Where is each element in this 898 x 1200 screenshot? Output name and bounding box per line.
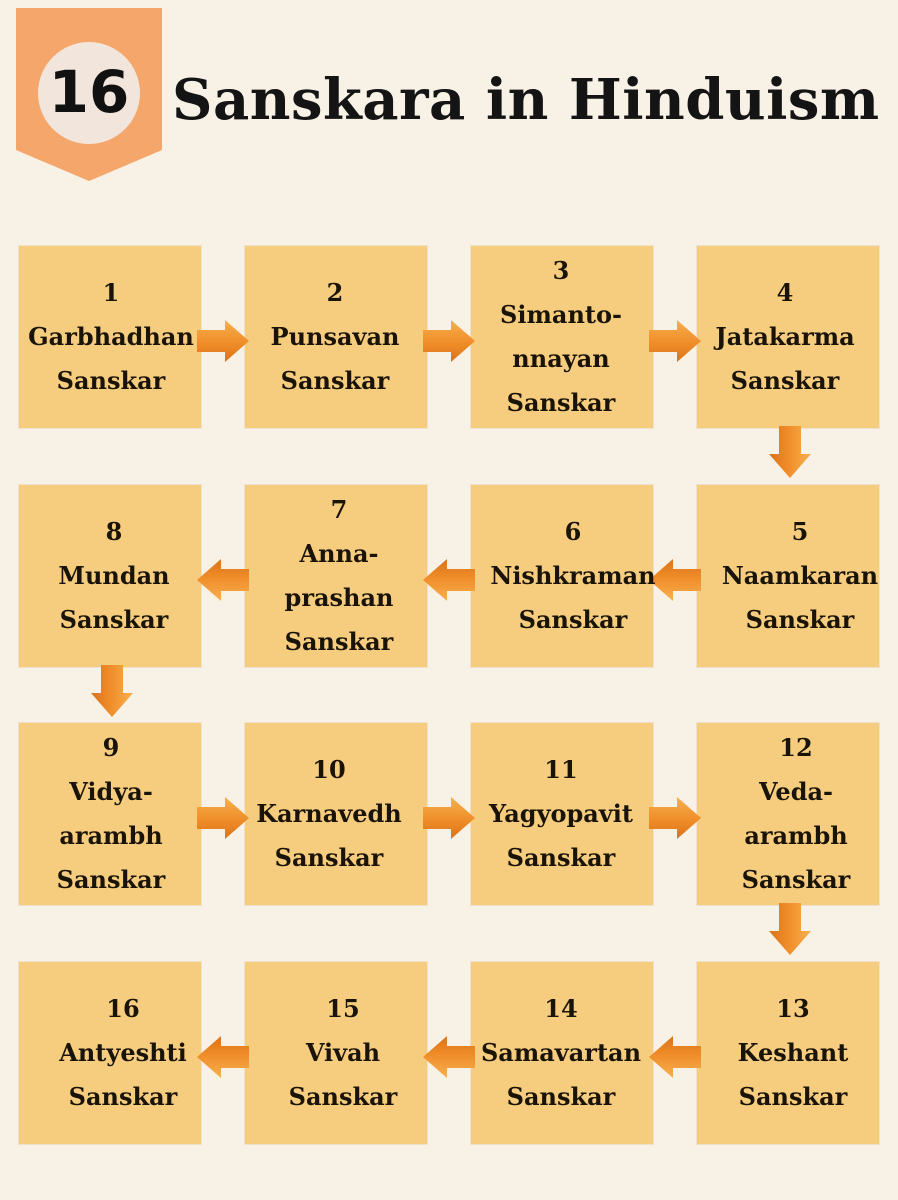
step-name-line: Naamkaran	[721, 561, 879, 590]
step-number: 14	[544, 994, 578, 1023]
page-title: Sanskara in Hinduism	[172, 67, 880, 133]
step-number: 5	[791, 517, 809, 546]
step-number: 13	[776, 994, 810, 1023]
step-name-line: Sanskar	[730, 366, 840, 395]
step-name-line: Sanskar	[745, 605, 855, 634]
step-number: 3	[552, 256, 570, 285]
step-name-line: Punsavan	[270, 322, 400, 351]
step-name-line: Sanskar	[506, 1082, 616, 1111]
step-name-line: Sanskar	[741, 865, 851, 894]
step-number: 2	[326, 278, 344, 307]
step-number: 11	[544, 755, 578, 784]
arrow-icon-4-to-5	[769, 426, 811, 478]
step-label-16	[13, 962, 233, 1144]
step-name-line: Vidya-	[69, 777, 153, 806]
step-number: 6	[564, 517, 582, 546]
step-number: 10	[312, 755, 346, 784]
step-name-line: Sanskar	[506, 843, 616, 872]
step-name-line: Keshant	[737, 1038, 849, 1067]
step-name-line: Sanskar	[284, 627, 394, 656]
step-number: 15	[326, 994, 360, 1023]
step-name-line: Yagyopavit	[488, 799, 634, 828]
step-name-line: Sanskar	[56, 366, 166, 395]
banner-number: 16	[48, 58, 130, 126]
step-number: 16	[106, 994, 140, 1023]
step-name-line: Veda-	[759, 777, 833, 806]
step-label-15	[233, 962, 453, 1144]
step-name-line: Jatakarma	[715, 322, 855, 351]
step-number: 12	[779, 733, 813, 762]
step-label-14	[451, 962, 671, 1144]
step-name-line: Sanskar	[288, 1082, 398, 1111]
step-label-2	[225, 246, 445, 428]
step-label-3	[451, 246, 671, 428]
step-name-line: Nishkraman	[490, 561, 656, 590]
step-name-line: Simanto-	[500, 300, 622, 329]
arrow-icon-8-to-9	[91, 665, 133, 717]
step-name-line: nnayan	[512, 344, 610, 373]
step-label-12	[686, 723, 898, 905]
step-name-line: Sanskar	[68, 1082, 178, 1111]
step-number: 9	[102, 733, 120, 762]
step-name-line: Sanskar	[738, 1082, 848, 1111]
step-number: 1	[102, 278, 120, 307]
step-label-4	[675, 246, 895, 428]
step-label-11	[451, 723, 671, 905]
step-label-6	[463, 485, 683, 667]
step-name-line: Sanskar	[274, 843, 384, 872]
step-label-5	[690, 485, 898, 667]
step-label-10	[219, 723, 439, 905]
step-name-line: Sanskar	[56, 865, 166, 894]
step-name-line: Vivah	[305, 1038, 381, 1067]
step-label-7	[229, 485, 449, 667]
step-number: 4	[776, 278, 794, 307]
step-name-line: Sanskar	[59, 605, 169, 634]
step-name-line: Sanskar	[518, 605, 628, 634]
step-name-line: arambh	[744, 821, 848, 850]
step-label-8	[4, 485, 224, 667]
step-name-line: Antyeshti	[59, 1038, 187, 1067]
step-name-line: Samavartan	[480, 1038, 642, 1067]
step-name-line: Sanskar	[506, 388, 616, 417]
step-label-1	[1, 246, 221, 428]
step-name-line: Karnavedh	[256, 799, 402, 828]
step-label-9	[1, 723, 221, 905]
step-name-line: Anna-	[299, 539, 379, 568]
step-name-line: prashan	[284, 583, 394, 612]
step-label-13	[683, 962, 898, 1144]
step-name-line: Garbhadhan	[28, 322, 194, 351]
step-number: 8	[105, 517, 123, 546]
arrow-icon-12-to-13	[769, 903, 811, 955]
step-name-line: arambh	[59, 821, 163, 850]
step-number: 7	[330, 495, 348, 524]
step-name-line: Mundan	[58, 561, 170, 590]
step-name-line: Sanskar	[280, 366, 390, 395]
